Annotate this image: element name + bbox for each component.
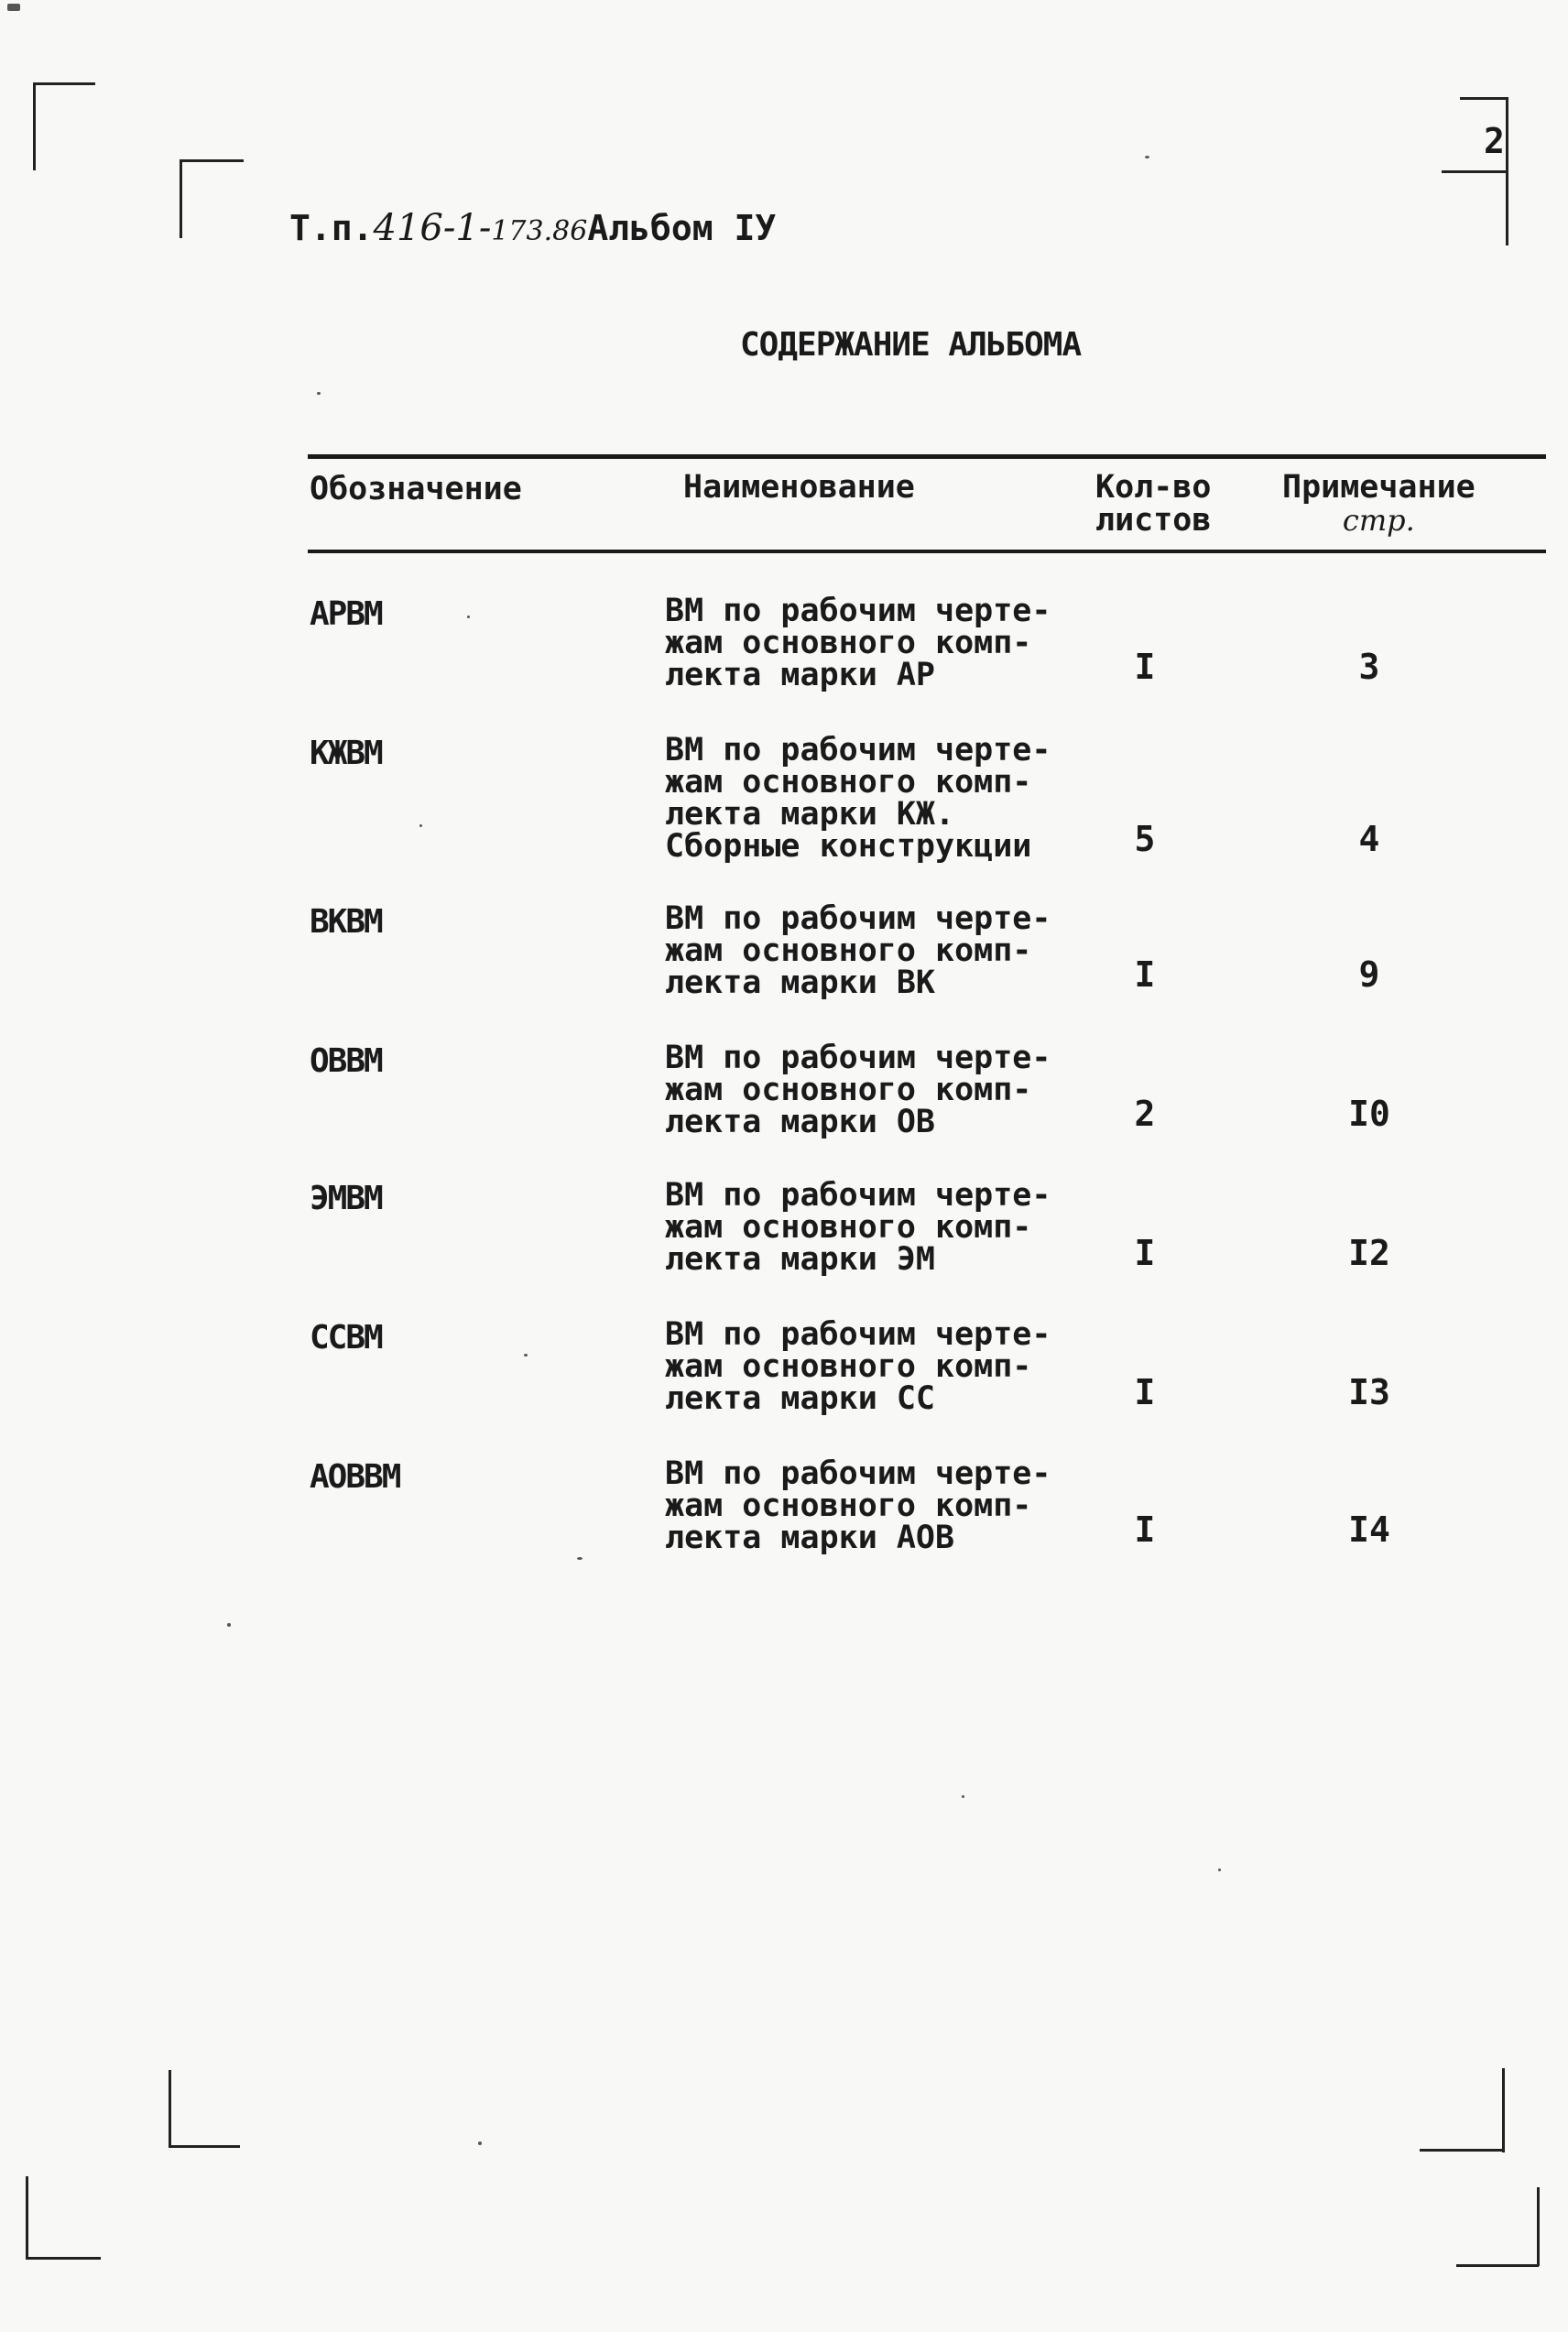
row-sheets: I [1134,1509,1156,1550]
row-name-line: жам основного комп- [665,1487,1032,1524]
corner-mark-inner-bottom-right-h [1420,2149,1504,2152]
album-ref-number: 416-1- [373,207,492,249]
scan-speck [467,616,470,618]
row-name-line: лекта марки КЖ. [665,796,955,833]
row-code: ЭМВМ [310,1180,382,1217]
row-page: I0 [1348,1094,1390,1134]
row-name-line: жам основного комп- [665,932,1032,969]
row-name [665,1455,1051,1556]
header-sheets-line2: листов [1095,502,1212,539]
row-name [665,1042,1051,1139]
row-name-line: ВМ по рабочим черте- [665,1040,1051,1076]
scan-speck [317,392,321,395]
header-note-line2: стр. [1342,503,1415,538]
document-title: СОДЕРЖАНИЕ АЛЬБОМА [740,326,1082,364]
row-page: I4 [1348,1509,1390,1550]
row-name-line: жам основного комп- [665,764,1032,801]
corner-mark-outer-top-right-v [1506,97,1508,170]
corner-mark-inner-top-right-h [1442,170,1508,173]
row-name-line: Сборные конструкции [665,828,1032,865]
header-sheets-line1: Кол-во [1095,469,1212,506]
row-name-line: ВМ по рабочим черте- [665,1177,1051,1214]
row-name-line: лекта марки АР [665,657,936,693]
corner-mark-inner-bottom-left-h [169,2145,240,2148]
row-name-line: жам основного комп- [665,1209,1032,1246]
row-page: 9 [1358,954,1380,995]
header-designation: Обозначение [310,471,522,507]
row-code: ССВМ [310,1319,382,1357]
row-sheets: 5 [1134,819,1156,859]
corner-mark-outer-bottom-left-v [26,2176,28,2259]
corner-mark-outer-bottom-right-h [1456,2264,1539,2267]
row-sheets: I [1134,1372,1156,1412]
corner-mark-inner-bottom-left-v [169,2070,171,2147]
row-page: 4 [1358,819,1380,859]
album-ref-prefix: Т.п. [289,208,374,248]
row-page: 3 [1358,647,1380,687]
album-ref-number-suffix: 173.86 [491,215,588,247]
header-note-line1: Примечание [1282,469,1475,506]
row-code: ВКВМ [310,903,382,941]
row-name-line: жам основного комп- [665,625,1032,661]
row-name-line: лекта марки АОВ [665,1520,955,1556]
table-top-rule [308,454,1546,459]
scan-speck [419,824,422,827]
scan-speck [1145,156,1149,158]
corner-mark-inner-top-left-v [180,159,182,238]
header-sheets [1095,471,1211,537]
scan-speck [478,2141,482,2145]
scan-speck [524,1354,528,1357]
corner-mark-outer-bottom-left-h [26,2257,101,2260]
row-name-line: лекта марки ОВ [665,1104,936,1140]
corner-mark-inner-top-left-h [180,159,244,162]
album-reference [289,207,776,249]
scan-speck [577,1557,583,1560]
row-name-line: ВМ по рабочим черте- [665,900,1051,937]
corner-mark-outer-bottom-right-v [1537,2187,1540,2266]
row-sheets: I [1134,1233,1156,1273]
row-name-line: ВМ по рабочим черте- [665,1455,1051,1492]
scan-speck [227,1623,231,1627]
row-code: КЖВМ [310,735,382,772]
row-name-line: жам основного комп- [665,1348,1032,1385]
row-name [665,900,1051,1001]
row-name-line: лекта марки ВК [665,964,936,1001]
row-sheets: I [1134,954,1156,995]
row-name-line: ВМ по рабочим черте- [665,593,1051,629]
row-page: I2 [1348,1233,1390,1273]
header-name: Наименование [683,469,915,506]
row-code: ОВВМ [310,1042,382,1080]
corner-mark-inner-top-right-v [1506,170,1508,245]
scan-speck [7,4,20,11]
row-sheets: 2 [1134,1094,1156,1134]
row-name-line: жам основного комп- [665,1072,1032,1108]
row-name-line: лекта марки СС [665,1380,936,1417]
corner-mark-outer-top-left-v [33,82,36,170]
album-ref-album: Альбом IУ [587,208,777,248]
row-name [665,1177,1051,1278]
header-note [1282,471,1475,537]
corner-mark-outer-top-right-h [1460,97,1508,100]
scan-speck [1218,1869,1221,1871]
row-name [665,1316,1051,1417]
row-name [665,732,1051,865]
corner-mark-inner-bottom-right-v [1502,2068,1505,2152]
corner-mark-outer-top-left-h [33,82,95,85]
row-sheets: I [1134,647,1156,687]
table-header-rule [308,550,1546,553]
row-name-line: ВМ по рабочим черте- [665,1316,1051,1353]
row-name [665,595,1051,692]
page-number: 2 [1484,121,1505,161]
scan-speck [962,1795,964,1798]
row-code: АРВМ [310,595,382,633]
row-name-line: ВМ по рабочим черте- [665,732,1051,768]
row-page: I3 [1348,1372,1390,1412]
row-name-line: лекта марки ЭМ [665,1241,936,1278]
row-code: АОВВМ [310,1458,400,1496]
